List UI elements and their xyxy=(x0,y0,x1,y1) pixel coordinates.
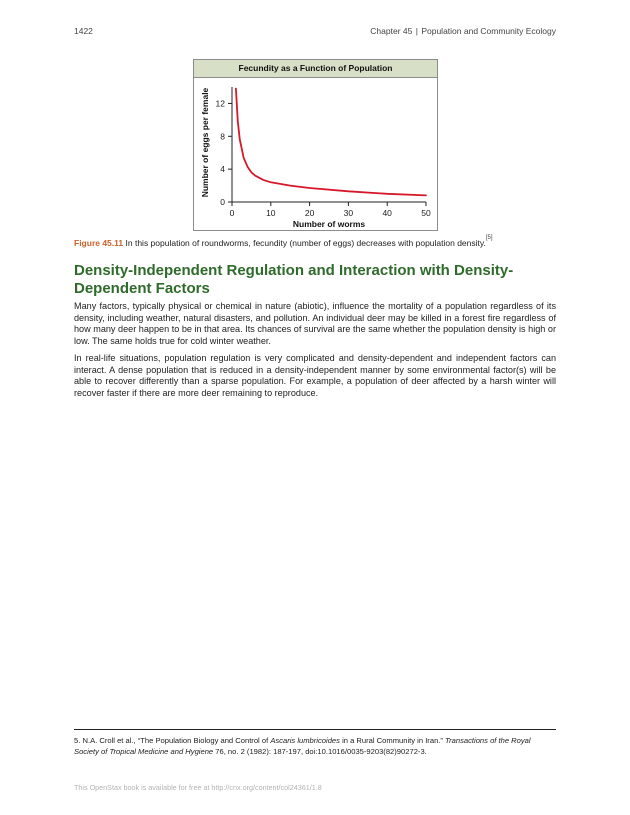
x-tick-label: 0 xyxy=(229,208,235,218)
x-tick-label: 10 xyxy=(266,208,276,218)
page-number: 1422 xyxy=(74,26,93,36)
footnote-journal: Transactions of the Royal Society of Tropical Medicine and Hygiene xyxy=(74,736,531,756)
header-separator: | xyxy=(415,26,418,36)
chart-title: Fecundity as a Function of Population xyxy=(194,60,437,78)
footer-note: This OpenStax book is available for free at http://cnx.org/content/col24361/1.8 xyxy=(74,783,322,792)
footnote-number: 5. xyxy=(74,736,81,745)
body-paragraph: Many factors, typically physical or chemical in nature (abiotic), influence the mortality of a population regardless of its density, including weather, natural disasters, and pollution. An individual deer may be killed in a forest fire regardless of how many deer happen to be in that area. Its chances of survival are the same whether the population density is high or low. The same holds true for cold winter weather. xyxy=(74,301,556,346)
section-heading: Density-Independent Regulation and Interaction with Density-Dependent Factors xyxy=(74,262,514,297)
body-paragraph: In real-life situations, population regulation is very complicated and density-dependent and independent factors can interact. A dense population that is reduced in a density-independent manner by some environmental factor(s) will be able to recover differently than a sparse population. For example, a population of deer affected by a harsh winter will recover faster if there are more deer remaining to reproduce. xyxy=(74,353,556,398)
caption-text: In this population of roundworms, fecundity (number of eggs) decreases with population density. xyxy=(125,238,486,248)
x-axis-label: Number of worms xyxy=(292,219,366,229)
footnote xyxy=(74,736,556,757)
chapter-number: Chapter 45 xyxy=(370,26,413,36)
y-tick-label: 4 xyxy=(220,164,225,175)
footnote-species: Ascaris lumbricoides xyxy=(270,736,340,745)
caption-reference: [5] xyxy=(485,235,493,241)
y-tick-label: 8 xyxy=(220,131,225,142)
x-tick-label: 40 xyxy=(382,208,392,218)
x-tick-label: 20 xyxy=(304,208,315,218)
footnote-details: 76, no. 2 (1982): 187-197, doi:10.1016/0035-9203(82)90272-3. xyxy=(213,746,427,756)
fecundity-chart xyxy=(194,78,437,230)
footnote-divider xyxy=(74,729,556,730)
figure-panel xyxy=(193,59,438,231)
y-tick-label: 0 xyxy=(220,197,225,207)
y-axis-label: Number of eggs per female xyxy=(200,87,210,198)
chapter-title: Population and Community Ecology xyxy=(421,26,556,36)
fecundity-curve xyxy=(236,89,426,196)
running-header xyxy=(370,26,556,36)
x-tick-label: 30 xyxy=(343,208,354,218)
figure-label: Figure 45.11 xyxy=(74,238,124,248)
figure-caption xyxy=(74,235,554,251)
y-tick-label: 12 xyxy=(215,98,225,109)
x-tick-label: 50 xyxy=(421,208,431,218)
footnote-authors: N.A. Croll et al., “The Population Biology and Control of xyxy=(82,736,271,745)
footnote-mid: in a Rural Community in Iran.” xyxy=(339,736,446,745)
